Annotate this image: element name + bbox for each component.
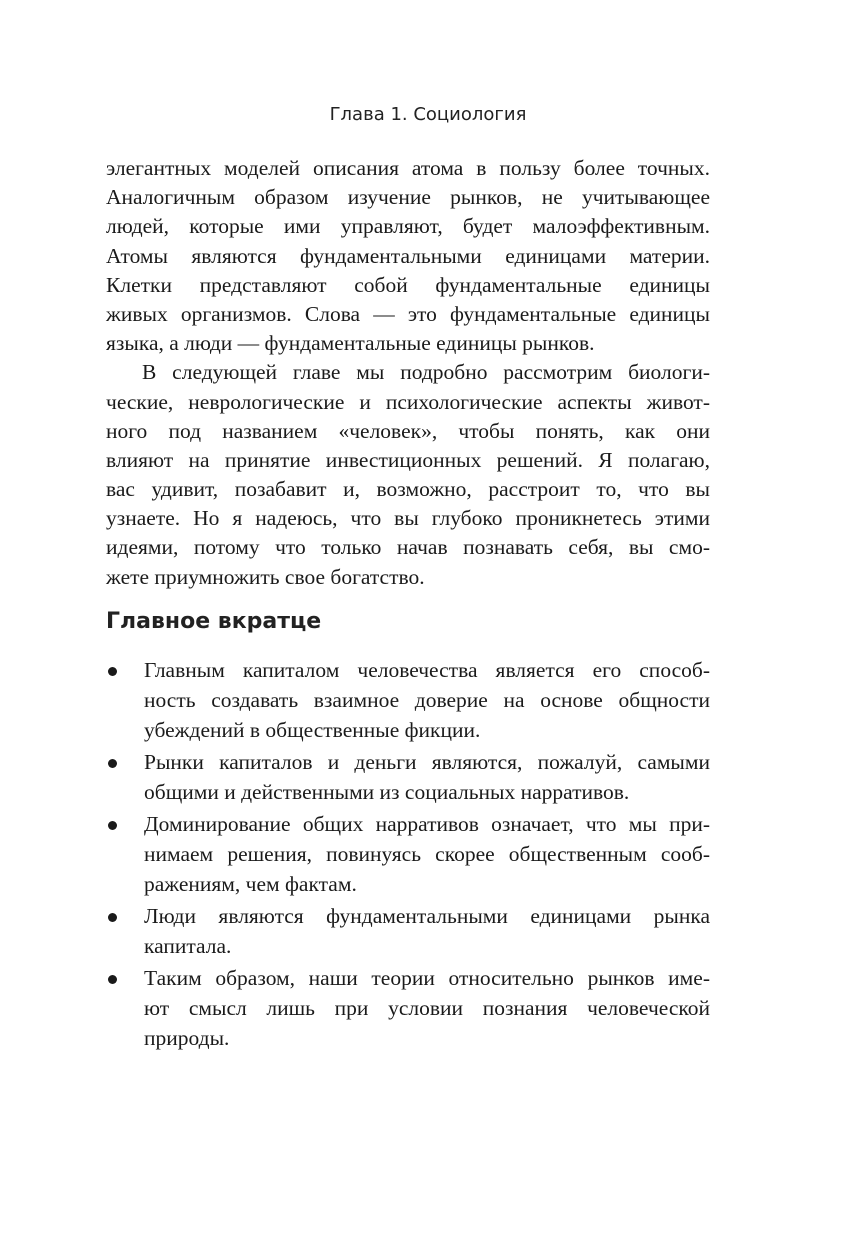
text-line: языка, а люди — фундаментальные единицы рынков.: [106, 331, 595, 356]
body-text: [106, 154, 710, 592]
text-line: Доминирование общих нарративов означает, что мы при-: [144, 811, 710, 836]
section-heading: Главное вкратце: [106, 609, 322, 634]
text-line: убеждений в общественные фикции.: [144, 717, 481, 742]
bullet-dot-icon: [108, 975, 117, 984]
text-line: Главным капиталом человечества является его способ-: [144, 658, 710, 682]
paragraph: [106, 358, 710, 592]
text-line: природы.: [144, 1025, 230, 1050]
bullet-item: [106, 964, 710, 1053]
text-line: общими и действенными из социальных нарративов.: [144, 779, 630, 804]
bullet-item: [106, 902, 710, 962]
text-line: людей, которые ими управляют, будет малоэффективным.: [106, 214, 710, 239]
text-line: ческие, неврологические и психологические аспекты живот-: [106, 389, 710, 414]
text-line: Рынки капиталов и деньги являются, пожалуй, самыми: [144, 749, 710, 774]
text-line: Аналогичным образом изучение рынков, не учитывающее: [106, 185, 710, 210]
summary-bullet-list: [106, 656, 710, 1056]
text-line: ность создавать взаимное доверие на основе общности: [144, 687, 710, 712]
bullet-item: [106, 748, 710, 808]
bullet-item: [106, 656, 710, 745]
bullet-item: [106, 810, 710, 899]
bullet-dot-icon: [108, 821, 117, 830]
text-line: Люди являются фундаментальными единицами рынка: [144, 903, 710, 928]
text-line: элегантных моделей описания атома в пользу более точных.: [106, 156, 710, 180]
text-line: Атомы являются фундаментальными единицами материи.: [106, 243, 710, 268]
bullet-dot-icon: [108, 759, 117, 768]
text-line: ют смысл лишь при условии познания человеческой: [144, 995, 710, 1020]
text-line: ного под названием «человек», чтобы понять, как они: [106, 418, 710, 443]
text-line: влияют на принятие инвестиционных решений. Я полагаю,: [106, 447, 710, 472]
text-line: живых организмов. Слова — это фундаментальные единицы: [106, 301, 710, 326]
text-line: жете приумножить свое богатство.: [106, 564, 425, 589]
text-line: ражениям, чем фактам.: [144, 871, 357, 896]
bullet-dot-icon: [108, 667, 117, 676]
text-line: узнаете. Но я надеюсь, что вы глубоко проникнетесь этими: [106, 506, 710, 531]
paragraph: [106, 154, 710, 358]
text-line: вас удивит, позабавит и, возможно, расстроит то, что вы: [106, 477, 710, 502]
text-line: Клетки представляют собой фундаментальные единицы: [106, 272, 710, 297]
text-line: В следующей главе мы подробно рассмотрим биологи-: [142, 360, 710, 385]
text-line: нимаем решения, повинуясь скорее общественным сооб-: [144, 841, 710, 866]
text-line: идеями, потому что только начав познавать себя, вы смо-: [106, 535, 710, 560]
text-line: Таким образом, наши теории относительно рынков име-: [144, 965, 710, 990]
text-line: капитала.: [144, 933, 232, 958]
bullet-dot-icon: [108, 913, 117, 922]
running-head: Глава 1. Социология: [329, 104, 527, 125]
